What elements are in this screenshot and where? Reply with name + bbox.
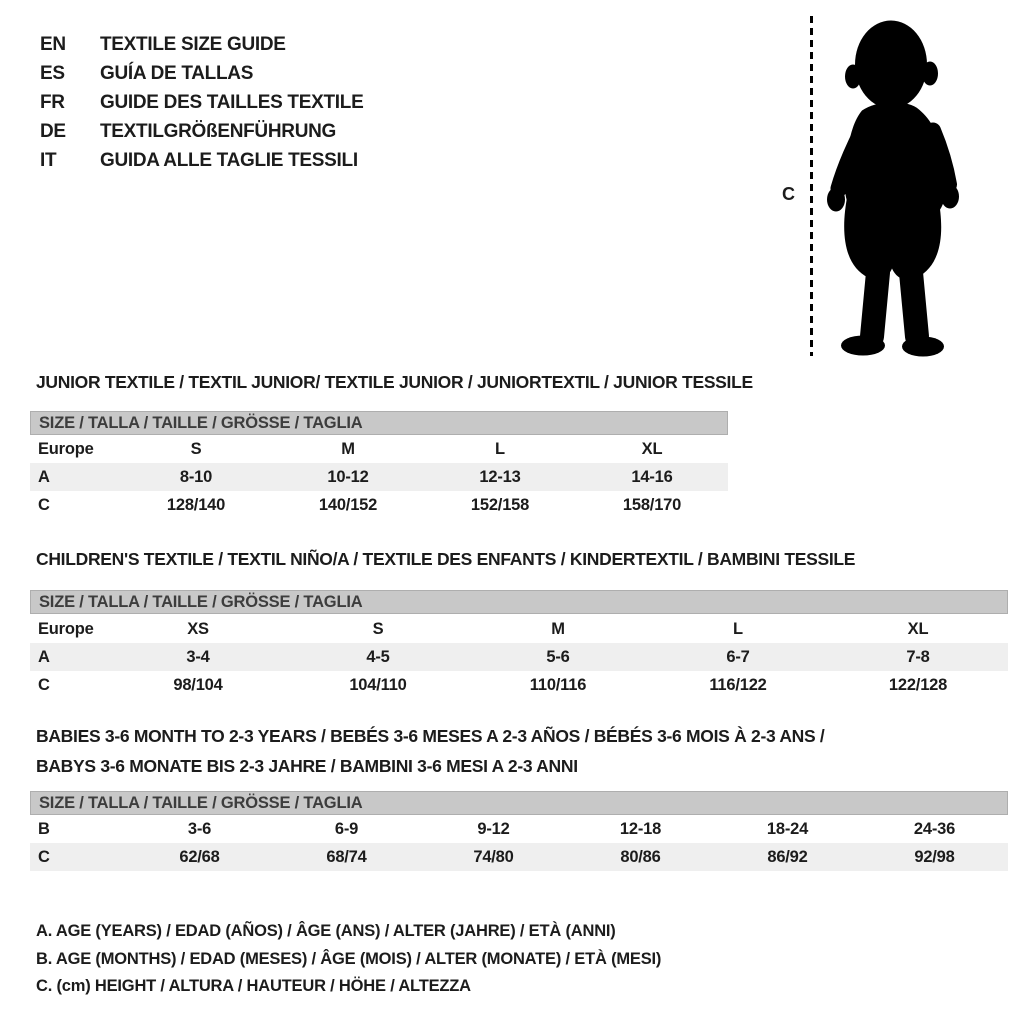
language-title-list <box>40 30 363 175</box>
table-row <box>30 815 1008 843</box>
height-cell: 104/110 <box>349 675 407 694</box>
legend-line-a: A. AGE (YEARS) / EDAD (AÑOS) / ÂGE (ANS) / ALTER (JAHRE) / ETÀ (ANNI) <box>36 922 616 940</box>
height-cell: 68/74 <box>326 847 367 866</box>
height-cell: 80/86 <box>620 847 661 866</box>
height-cell: 152/158 <box>470 495 530 514</box>
legend <box>36 918 661 1001</box>
age-cell: 10-12 <box>327 467 369 486</box>
size-cell: M <box>341 439 355 458</box>
language-row <box>40 30 363 59</box>
section-title-junior: JUNIOR TEXTILE / TEXTIL JUNIOR/ TEXTILE JUNIOR / JUNIORTEXTIL / JUNIOR TESSILE <box>36 372 753 392</box>
height-cell: 74/80 <box>473 847 514 866</box>
language-title: TEXTILE SIZE GUIDE <box>100 33 286 55</box>
table-row <box>30 435 728 463</box>
age-cell: 5-6 <box>546 647 570 666</box>
row-label: B <box>38 819 50 838</box>
row-label: Europe <box>38 439 94 458</box>
toddler-silhouette-icon <box>818 12 968 358</box>
table-row <box>30 843 1008 871</box>
age-cell: 6-7 <box>726 647 750 666</box>
table-row <box>30 491 728 519</box>
age-cell: 14-16 <box>631 467 673 486</box>
row-label: C <box>38 847 50 866</box>
legend-line-c: C. (cm) HEIGHT / ALTURA / HAUTEUR / HÖHE / ALTEZZA <box>36 977 471 995</box>
height-cell: 86/92 <box>767 847 808 866</box>
section-title-babies-line2: BABYS 3-6 MONATE BIS 2-3 JAHRE / BAMBINI 3-6 MESI A 2-3 ANNI <box>36 756 578 776</box>
age-cell: 24-36 <box>913 819 956 838</box>
age-cell: 12-13 <box>479 467 521 486</box>
age-cell: 4-5 <box>366 647 390 666</box>
age-cell: 3-4 <box>186 647 210 666</box>
height-cell: 110/116 <box>529 675 587 694</box>
height-cell: 62/68 <box>179 847 220 866</box>
table-row <box>30 643 1008 671</box>
age-cell: 3-6 <box>187 819 212 838</box>
language-code: IT <box>40 149 57 171</box>
age-cell: 7-8 <box>906 647 930 666</box>
table-row <box>30 615 1008 643</box>
row-label: C <box>38 495 50 514</box>
height-cell: 140/152 <box>318 495 378 514</box>
language-row <box>40 59 363 88</box>
size-cell: XL <box>641 439 663 458</box>
size-cell: M <box>551 619 565 638</box>
row-label: A <box>38 467 50 486</box>
language-title: TEXTILGRÖßENFÜHRUNG <box>100 120 337 142</box>
size-cell: L <box>495 439 505 458</box>
children-size-table <box>30 615 1008 699</box>
language-title: GUÍA DE TALLAS <box>100 62 254 84</box>
age-cell: 6-9 <box>334 819 359 838</box>
language-code: EN <box>40 33 66 55</box>
language-title: GUIDE DES TAILLES TEXTILE <box>100 91 364 113</box>
language-row <box>40 146 363 175</box>
age-cell: 12-18 <box>619 819 662 838</box>
size-cell: S <box>190 439 202 458</box>
height-measure-label: C <box>782 184 795 204</box>
size-cell: L <box>733 619 743 638</box>
height-cell: 98/104 <box>173 675 223 694</box>
height-cell: 92/98 <box>914 847 955 866</box>
table-row <box>30 463 728 491</box>
language-code: DE <box>40 120 66 142</box>
height-measure-dotted-line <box>810 16 813 356</box>
language-row <box>40 88 363 117</box>
language-code: ES <box>40 62 65 84</box>
language-code: FR <box>40 91 65 113</box>
babies-size-table <box>30 815 1008 871</box>
junior-size-table <box>30 435 728 519</box>
size-header-babies: SIZE / TALLA / TAILLE / GRÖSSE / TAGLIA <box>30 791 1008 815</box>
size-cell: S <box>372 619 384 638</box>
age-cell: 8-10 <box>179 467 213 486</box>
height-cell: 116/122 <box>709 675 767 694</box>
size-cell: XL <box>907 619 929 638</box>
section-title-children: CHILDREN'S TEXTILE / TEXTIL NIÑO/A / TEXTILE DES ENFANTS / KINDERTEXTIL / BAMBINI TESSILE <box>36 549 856 569</box>
size-header-junior: SIZE / TALLA / TAILLE / GRÖSSE / TAGLIA <box>30 411 728 435</box>
legend-line-b: B. AGE (MONTHS) / EDAD (MESES) / ÂGE (MOIS) / ALTER (MONATE) / ETÀ (MESI) <box>36 949 662 968</box>
section-title-babies-line1: BABIES 3-6 MONTH TO 2-3 YEARS / BEBÉS 3-6 MESES A 2-3 AÑOS / BÉBÉS 3-6 MOIS À 2-3 ANS / <box>36 726 825 746</box>
age-cell: 9-12 <box>477 819 510 838</box>
row-label: Europe <box>38 619 94 638</box>
language-row <box>40 117 363 146</box>
row-label: A <box>38 647 50 666</box>
height-cell: 158/170 <box>622 495 682 514</box>
language-title: GUIDA ALLE TAGLIE TESSILI <box>100 149 358 171</box>
size-cell: XS <box>187 619 209 638</box>
size-header-children: SIZE / TALLA / TAILLE / GRÖSSE / TAGLIA <box>30 590 1008 614</box>
table-row <box>30 671 1008 699</box>
height-cell: 128/140 <box>166 495 226 514</box>
age-cell: 18-24 <box>766 819 809 838</box>
height-cell: 122/128 <box>888 675 948 694</box>
row-label: C <box>38 675 50 694</box>
